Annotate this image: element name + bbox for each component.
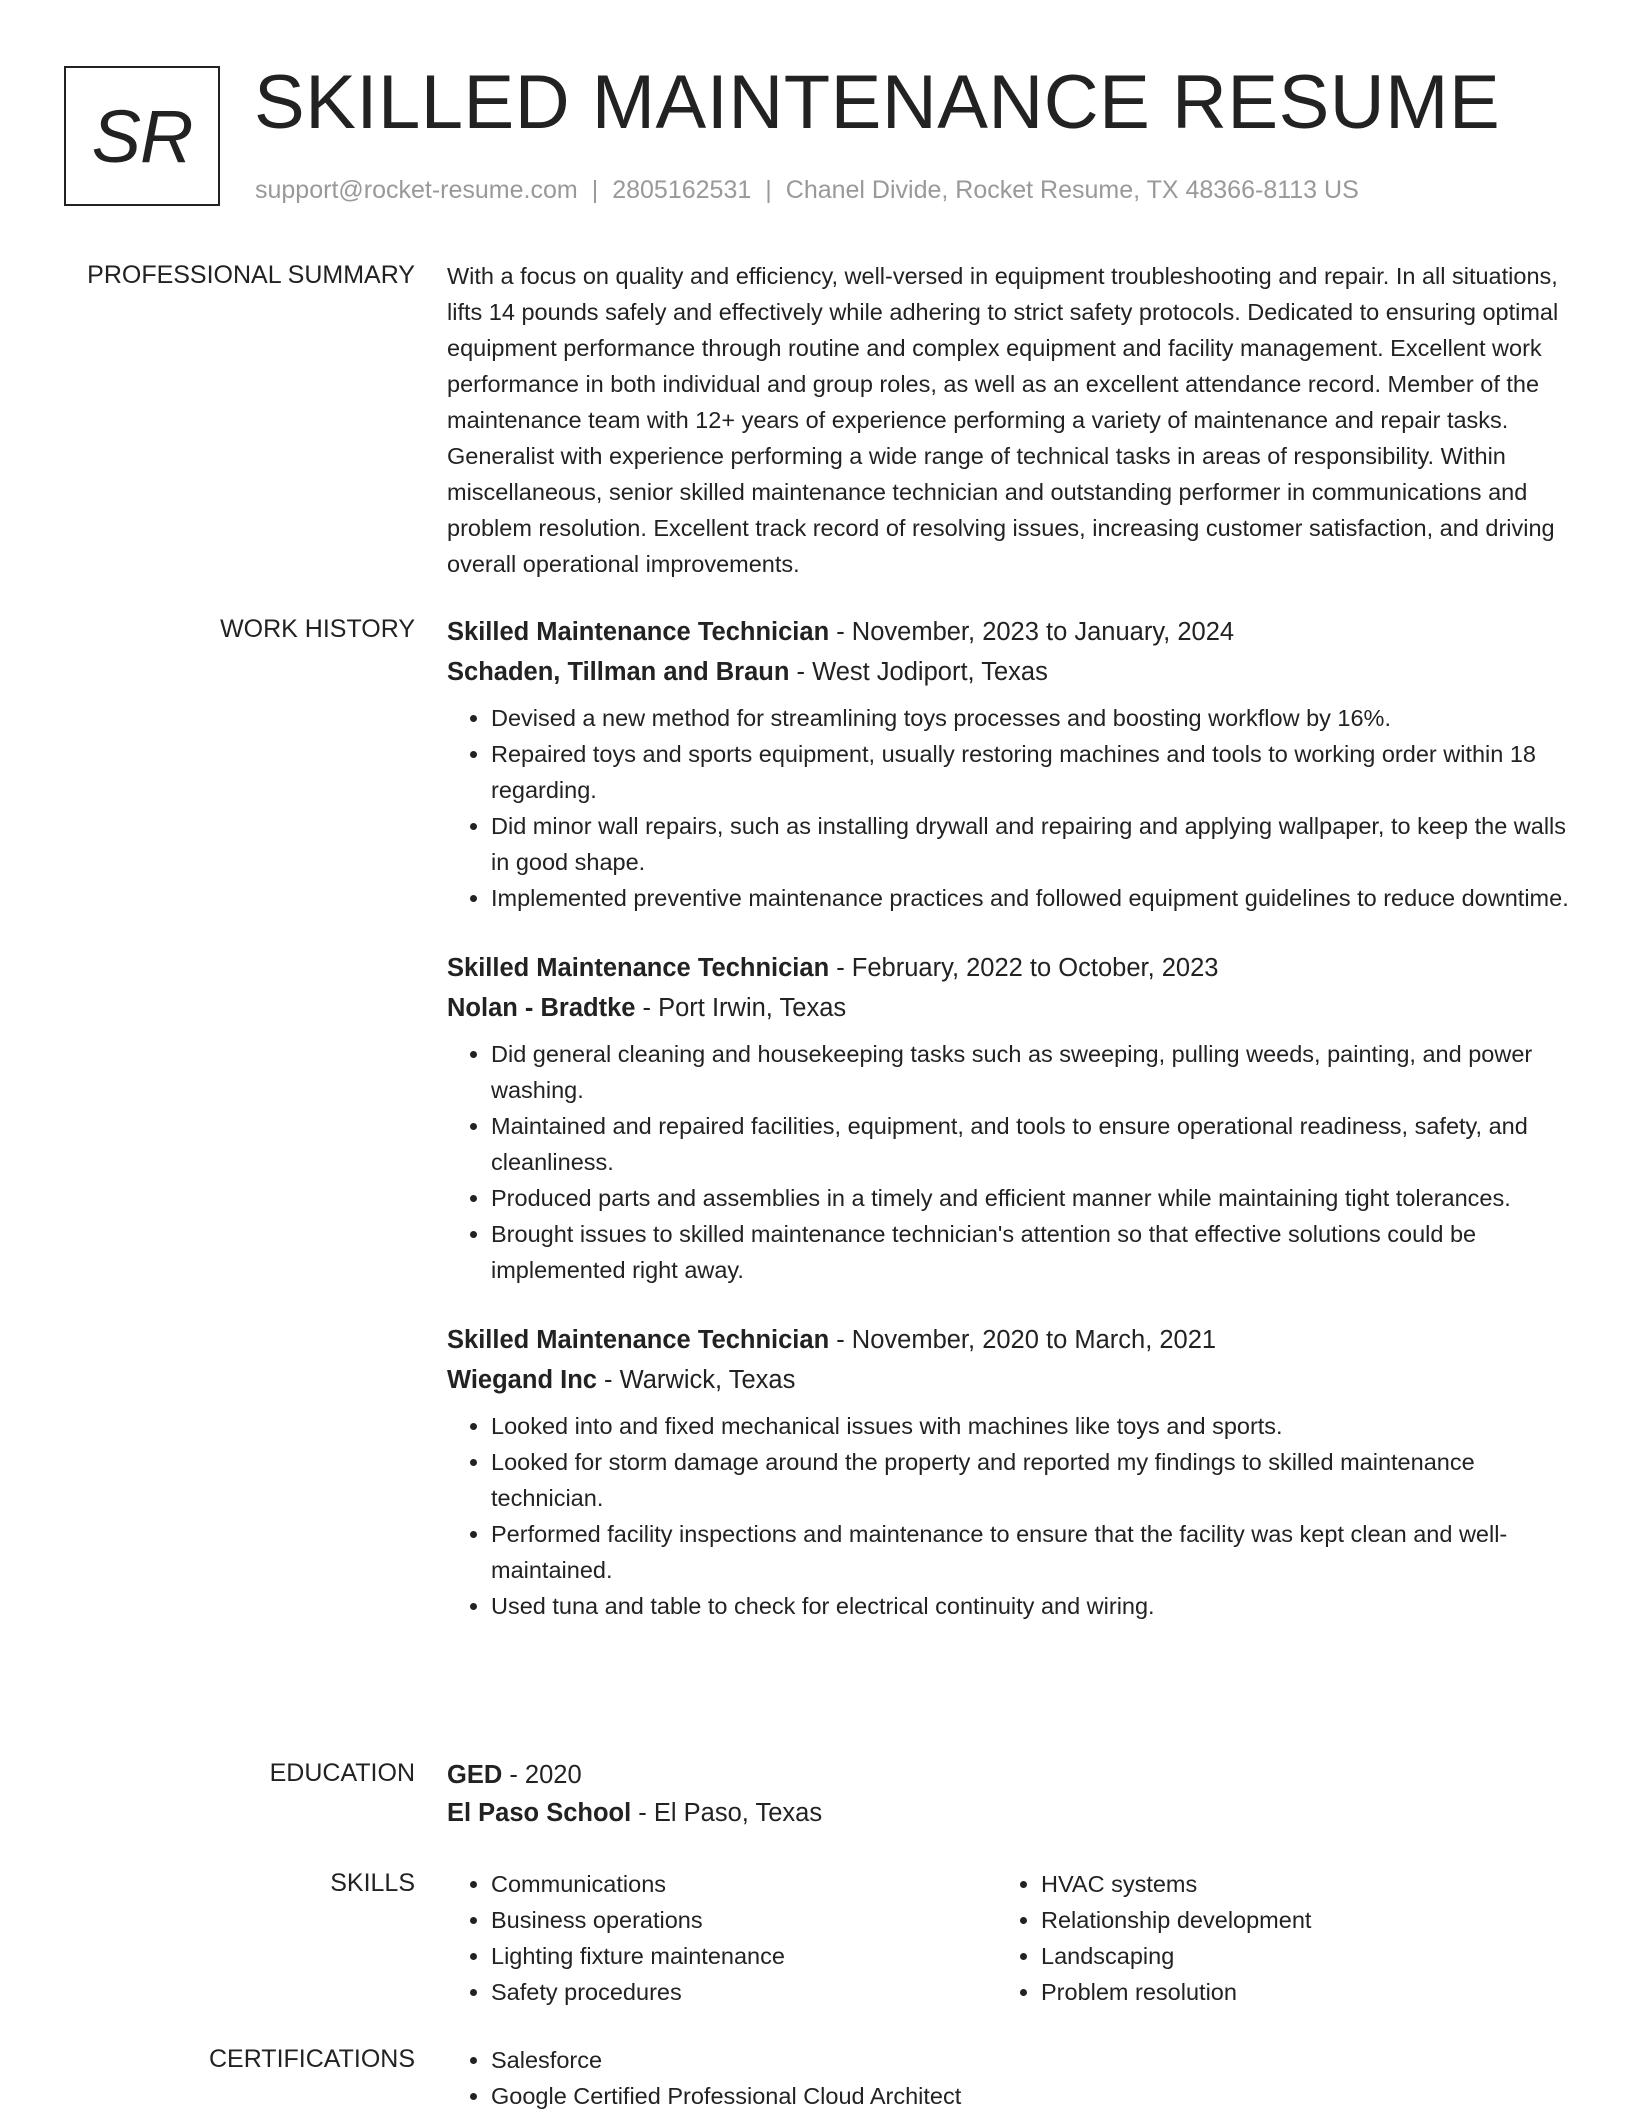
skills-body bbox=[447, 1866, 1569, 2010]
contact-address: Chanel Divide, Rocket Resume, TX 48366-8113 US bbox=[785, 176, 1359, 204]
job-entry bbox=[447, 1320, 1569, 1624]
skill-item: • Lighting fixture maintenance bbox=[491, 1938, 997, 1974]
job-company: Nolan - Bradtke bbox=[447, 994, 636, 1022]
certification-item: • Salesforce bbox=[491, 2042, 1569, 2078]
education-degree: GED bbox=[447, 1761, 503, 1789]
job-bullet: • Did general cleaning and housekeeping tasks such as sweeping, pulling weeds, painting, and power washing. bbox=[491, 1036, 1569, 1108]
job-bullet: • Devised a new method for streamlining toys processes and boosting workflow by 16%. bbox=[491, 700, 1569, 736]
job-bullet: • Did minor wall repairs, such as installing drywall and repairing and applying wallpaper, to keep the walls in good shape. bbox=[491, 808, 1569, 880]
contact-phone: 2805162531 bbox=[612, 176, 752, 204]
section-label-summary: PROFESSIONAL SUMMARY bbox=[87, 261, 415, 289]
job-location: - Warwick, Texas bbox=[596, 1366, 796, 1394]
job-company-line bbox=[447, 988, 1569, 1028]
summary-text: With a focus on quality and efficiency, well-versed in equipment troubleshooting and repair. In all situations, lifts 14 pounds safely and effectively while adhering to strict safety protocols. Dedicated to ensuring optimal equipment performance through routine and complex equipment and facility management. Excellent work performance in both individual and group roles, as well as an excellent attendance record. Member of the maintenance team with 12+ years of experience performing a variety of maintenance and repair tasks. Generalist with experience performing a wide range of technical tasks in areas of responsibility. Within miscellaneous, senior skilled maintenance technician and outstanding performer in communications and problem resolution. Excellent track record of resolving issues, increasing customer satisfaction, and driving overall operational improvements. bbox=[447, 263, 1559, 577]
job-location: - West Jodiport, Texas bbox=[789, 658, 1048, 686]
job-company: Schaden, Tillman and Braun bbox=[447, 658, 790, 686]
contact-separator: | bbox=[765, 176, 772, 204]
contact-line bbox=[255, 176, 1359, 205]
monogram-logo: SR bbox=[64, 66, 220, 206]
job-bullet: • Implemented preventive maintenance practices and followed equipment guidelines to reduce downtime. bbox=[491, 880, 1569, 916]
education-school: El Paso School bbox=[447, 1799, 632, 1827]
job-company-line bbox=[447, 1360, 1569, 1400]
job-entry bbox=[447, 948, 1569, 1288]
contact-separator: | bbox=[591, 176, 599, 204]
job-location: - Port Irwin, Texas bbox=[635, 994, 847, 1022]
work-history-body bbox=[447, 612, 1569, 1656]
education-school-line bbox=[447, 1794, 1569, 1832]
skill-item: • HVAC systems bbox=[1041, 1866, 1547, 1902]
job-title: Skilled Maintenance Technician bbox=[447, 1326, 830, 1354]
certification-item: • Google Certified Professional Cloud Architect bbox=[491, 2078, 1569, 2114]
job-bullet: • Repaired toys and sports equipment, usually restoring machines and tools to working order within 18 regarding. bbox=[491, 736, 1569, 808]
job-bullet: • Used tuna and table to check for electrical continuity and wiring. bbox=[491, 1588, 1569, 1624]
job-dates: - November, 2020 to March, 2021 bbox=[829, 1326, 1217, 1354]
summary-body bbox=[447, 258, 1569, 582]
job-title: Skilled Maintenance Technician bbox=[447, 618, 830, 646]
job-title-line bbox=[447, 612, 1569, 652]
skill-item: • Business operations bbox=[491, 1902, 997, 1938]
job-bullets bbox=[447, 1408, 1569, 1624]
education-location: - El Paso, Texas bbox=[631, 1799, 823, 1827]
job-entry bbox=[447, 612, 1569, 916]
job-title-line bbox=[447, 1320, 1569, 1360]
education-year: - 2020 bbox=[502, 1761, 582, 1789]
section-label-work: WORK HISTORY bbox=[220, 615, 415, 643]
job-company: Wiegand Inc bbox=[447, 1366, 597, 1394]
skill-item: • Landscaping bbox=[1041, 1938, 1547, 1974]
section-label-education: EDUCATION bbox=[269, 1759, 415, 1787]
certifications-body bbox=[447, 2042, 1569, 2114]
job-bullet: • Maintained and repaired facilities, equipment, and tools to ensure operational readiness, safety, and cleanliness. bbox=[491, 1108, 1569, 1180]
job-bullet: • Performed facility inspections and maintenance to ensure that the facility was kept clean and well-maintained. bbox=[491, 1516, 1569, 1588]
job-bullet: • Produced parts and assemblies in a timely and efficient manner while maintaining tight tolerances. bbox=[491, 1180, 1569, 1216]
job-bullet: • Brought issues to skilled maintenance technician's attention so that effective solutions could be implemented right away. bbox=[491, 1216, 1569, 1288]
education-body bbox=[447, 1756, 1569, 1832]
skill-item: • Communications bbox=[491, 1866, 997, 1902]
resume-title: SKILLED MAINTENANCE RESUME bbox=[254, 60, 1501, 145]
education-degree-line bbox=[447, 1756, 1569, 1794]
job-company-line bbox=[447, 652, 1569, 692]
skill-item: • Problem resolution bbox=[1041, 1974, 1547, 2010]
job-bullet: • Looked into and fixed mechanical issues with machines like toys and sports. bbox=[491, 1408, 1569, 1444]
job-bullets bbox=[447, 1036, 1569, 1288]
job-bullets bbox=[447, 700, 1569, 916]
job-title: Skilled Maintenance Technician bbox=[447, 954, 830, 982]
job-bullet: • Looked for storm damage around the property and reported my findings to skilled maintenance technician. bbox=[491, 1444, 1569, 1516]
section-label-certifications: CERTIFICATIONS bbox=[208, 2045, 415, 2073]
job-dates: - February, 2022 to October, 2023 bbox=[829, 954, 1219, 982]
section-label-skills: SKILLS bbox=[330, 1869, 415, 1897]
job-title-line bbox=[447, 948, 1569, 988]
skill-item: • Safety procedures bbox=[491, 1974, 997, 2010]
contact-email[interactable]: support@rocket-resume.com bbox=[255, 176, 578, 204]
skills-list-left bbox=[447, 1866, 997, 2010]
certifications-list bbox=[447, 2042, 1569, 2114]
skills-list-right bbox=[997, 1866, 1547, 2010]
job-dates: - November, 2023 to January, 2024 bbox=[829, 618, 1235, 646]
skill-item: • Relationship development bbox=[1041, 1902, 1547, 1938]
